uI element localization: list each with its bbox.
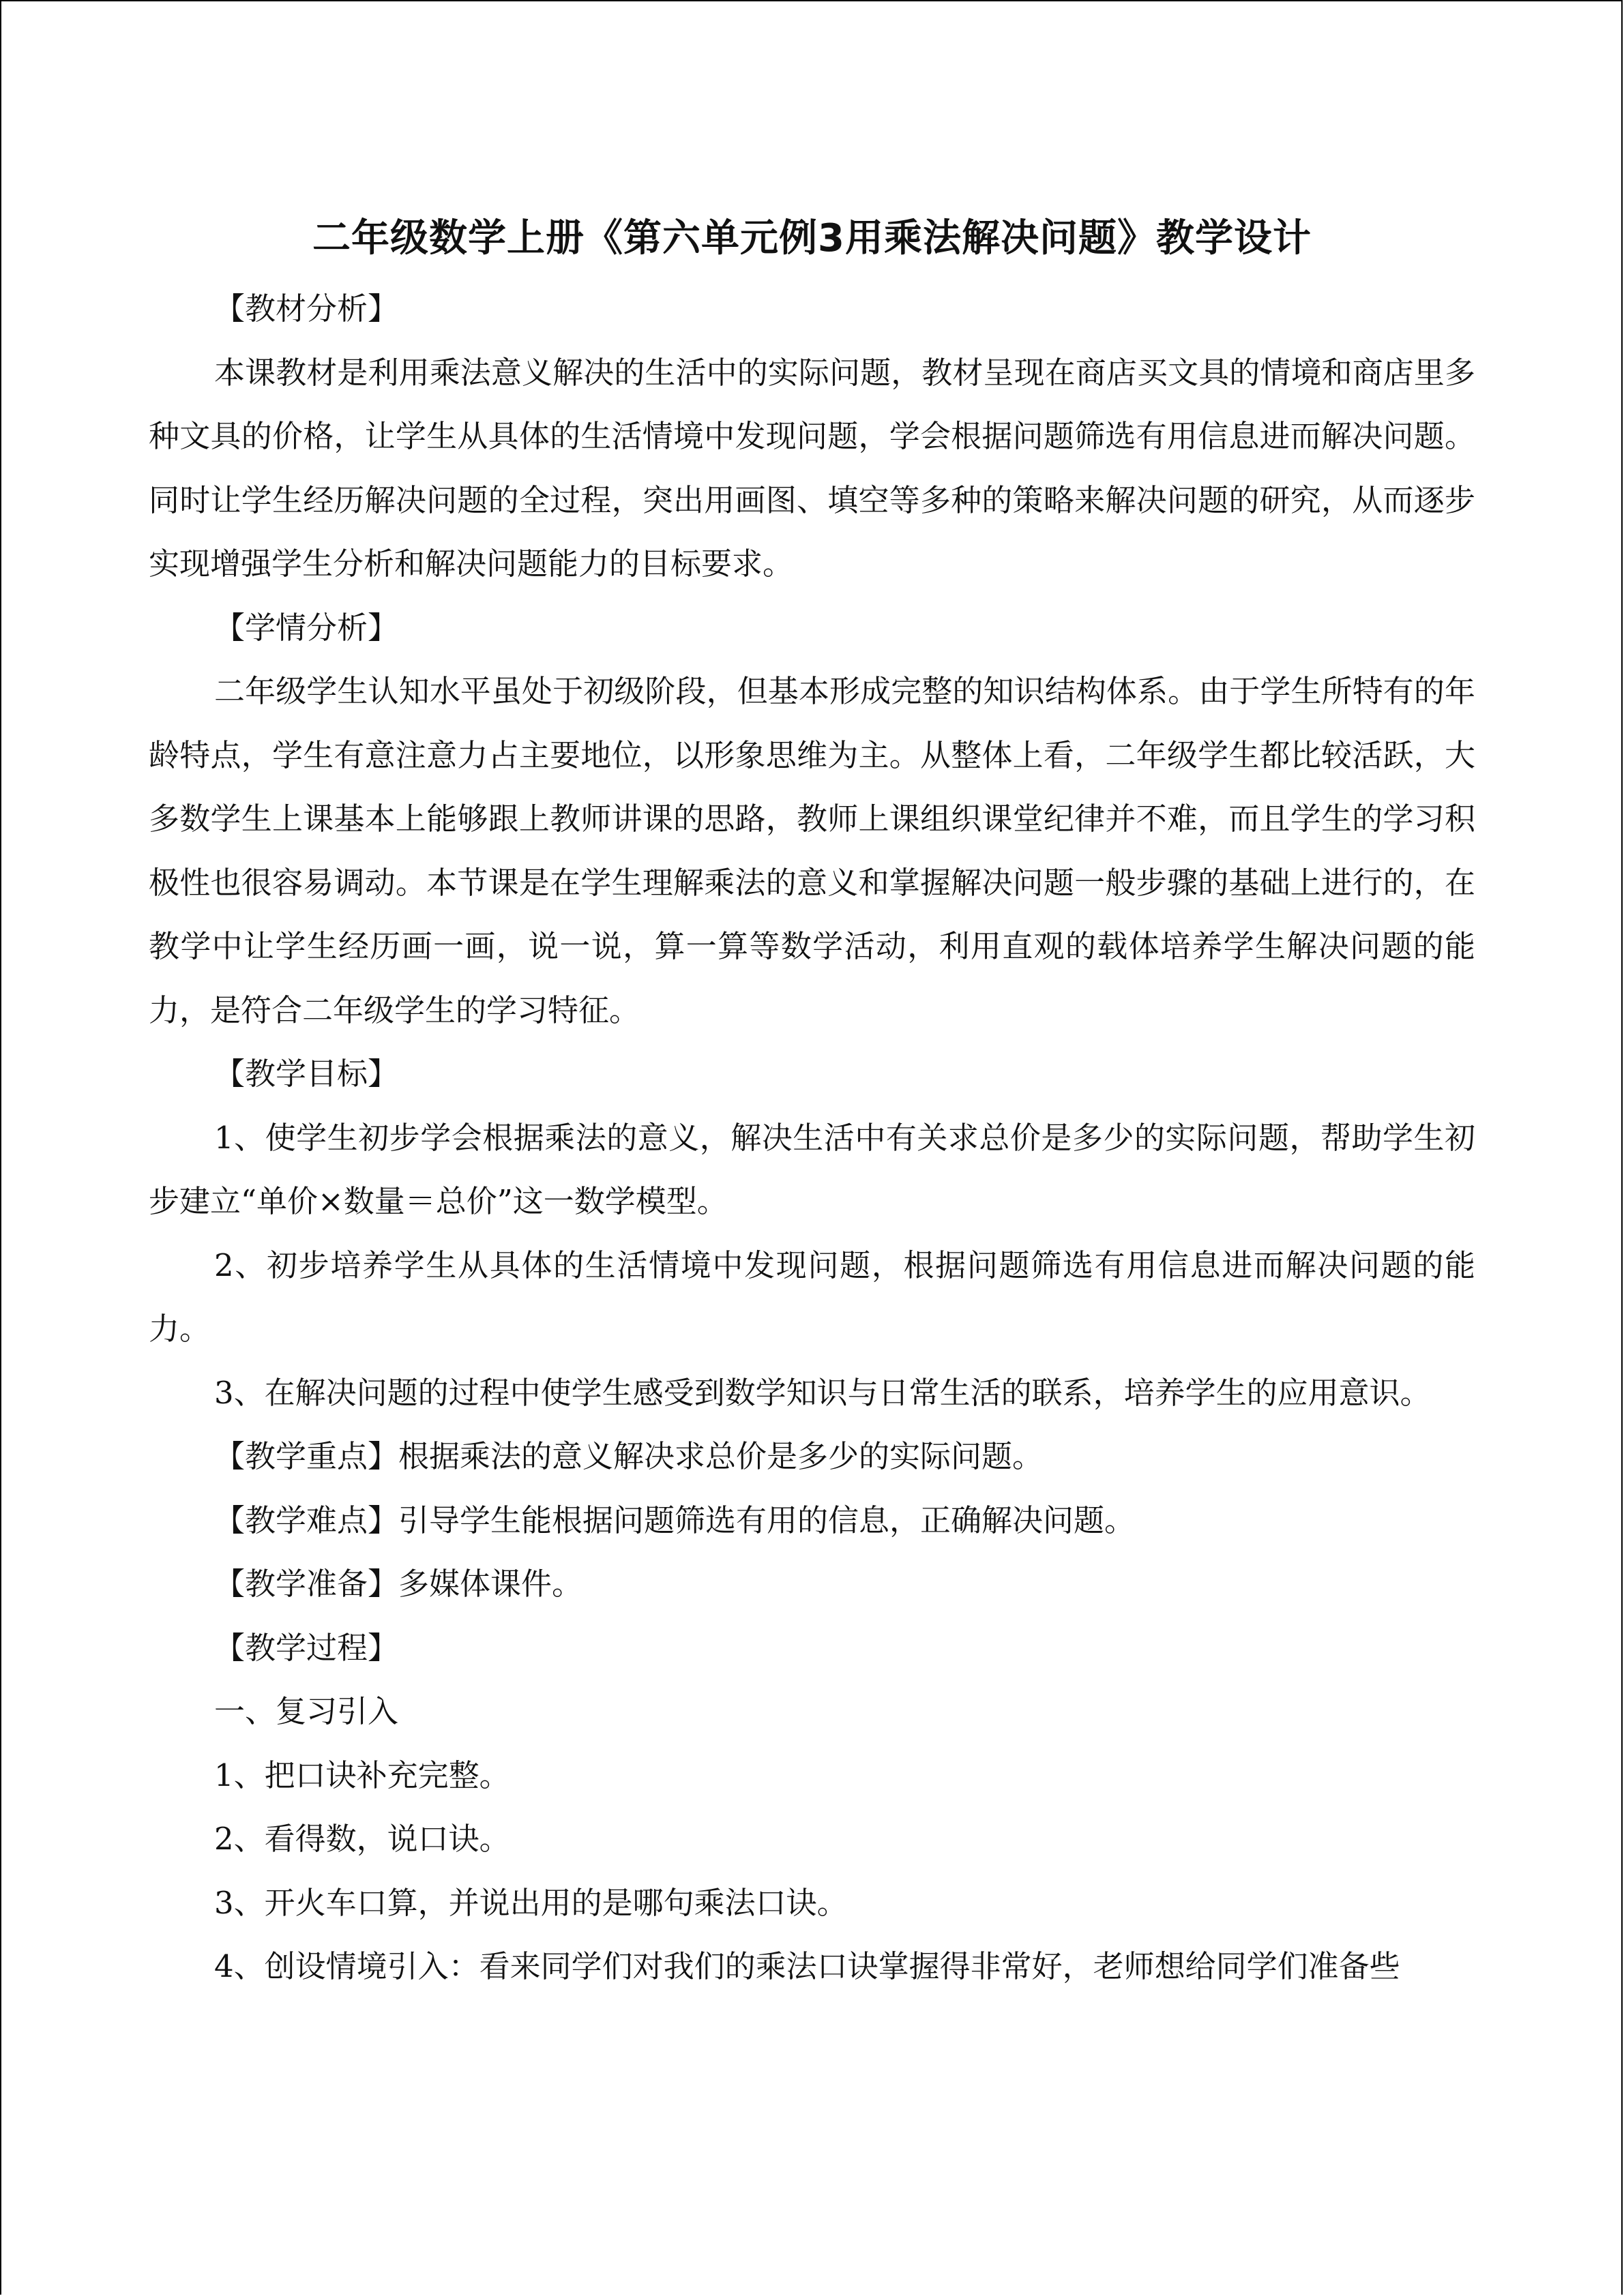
line-teaching-key-point: 【教学重点】根据乘法的意义解决求总价是多少的实际问题。 [214,1438,1044,1474]
paragraph-goal-2: 2、初步培养学生从具体的生活情境中发现问题，根据问题筛选有用信息进而解决问题的能力。 [149,1247,1475,1347]
line-step-review-intro: 一、复习引入 [214,1693,399,1729]
section-heading-teaching-process: 【教学过程】 [214,1629,399,1666]
paragraph-student-analysis: 二年级学生认知水平虽处于初级阶段，但基本形成完整的知识结构体系。由于学生所特有的年龄特点，学生有意注意力占主要地位，以形象思维为主。从整体上看，二年级学生都比较活跃，大多数学生上课基本上能够跟上教师讲课的思路，教师上课组织课堂纪律并不难，而且学生的学习积极性也很容易调动。本节课是在学生理解乘法的意义和掌握解决问题一般步骤的基础上进行的，在教学中让学生经历画一画，说一说，算一算等数学活动，利用直观的载体培养学生解决问题的能力，是符合二年级学生的学习特征。 [149,673,1475,1028]
document-body [149,205,1475,1999]
line-step-3: 3、开火车口算，并说出用的是哪句乘法口诀。 [214,1884,848,1921]
paragraph-textbook-analysis: 本课教材是利用乘法意义解决的生活中的实际问题，教材呈现在商店买文具的情境和商店里多种文具的价格，让学生从具体的生活情境中发现问题，学会根据问题筛选有用信息进而解决问题。同时让学生经历解决问题的全过程，突出用画图、填空等多种的策略来解决问题的研究，从而逐步实现增强学生分析和解决问题能力的目标要求。 [149,354,1475,582]
line-teaching-difficulty: 【教学难点】引导学生能根据问题筛选有用的信息，正确解决问题。 [214,1502,1136,1538]
paragraph-goal-3: 3、在解决问题的过程中使学生感受到数学知识与日常生活的联系，培养学生的应用意识。 [214,1374,1431,1411]
section-heading-teaching-goals: 【教学目标】 [214,1056,399,1092]
line-teaching-preparation: 【教学准备】多媒体课件。 [214,1566,583,1602]
section-heading-textbook-analysis: 【教材分析】 [214,290,399,327]
paragraph-goal-1: 1、使学生初步学会根据乘法的意义，解决生活中有关求总价是多少的实际问题，帮助学生初步建立“单价×数量＝总价”这一数学模型。 [149,1119,1475,1219]
document-title: 二年级数学上册《第六单元例3用乘法解决问题》教学设计 [312,216,1312,260]
paragraph-step-4: 4、创设情境引入：看来同学们对我们的乘法口诀掌握得非常好，老师想给同学们准备些 [214,1948,1400,1984]
section-heading-student-analysis: 【学情分析】 [214,609,399,646]
line-step-2: 2、看得数，说口诀。 [214,1821,510,1857]
line-step-1: 1、把口诀补充完整。 [214,1757,510,1793]
